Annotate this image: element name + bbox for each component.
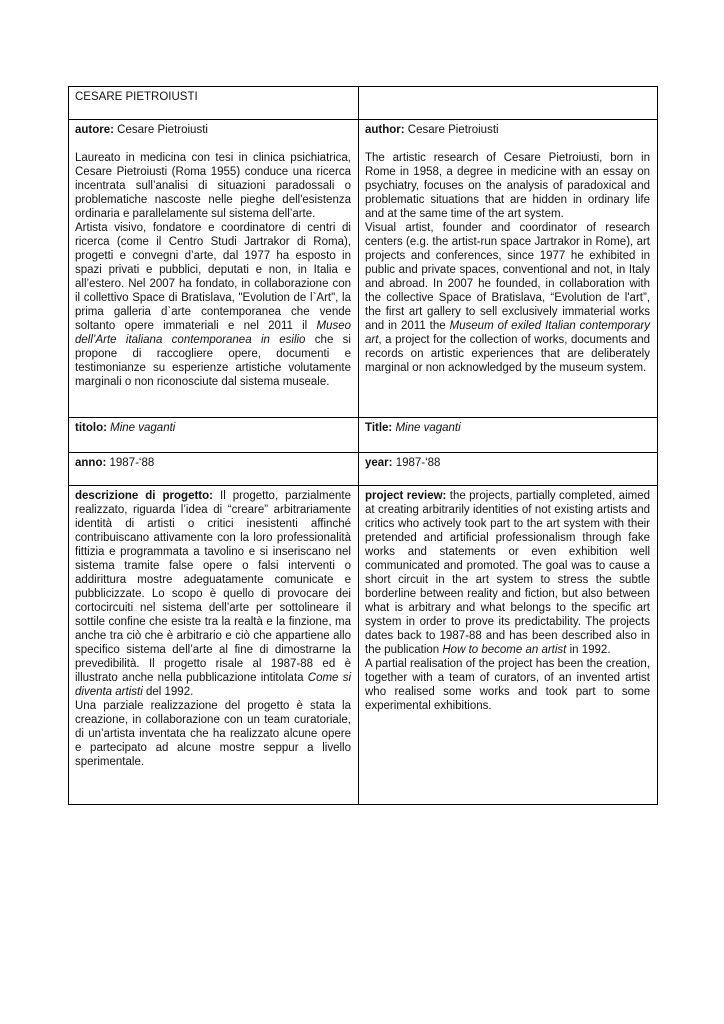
museum-title-en: Museum of exiled Italian contemporary art xyxy=(365,320,650,346)
description-paragraph-1-it xyxy=(75,489,351,699)
description-text-en-b: in 1992. xyxy=(566,644,611,656)
description-text-it-a: Il progetto, parzialmente realizzato, riguarda l’idea di “creare” arbitrariamente identità di artisti o critici inesistenti affinché contribuiscano attivamente con la loro professionalità fittizia e programmata a tavolino e si inseriscano nel sistema tramite false opere o falsi interventi o addirittura mostre adeguatamente comunicate e pubblicizzate. Lo scopo è quello di provocare dei cortocircuiti nel sistema dell’arte per sottolineare il sottile confine che esiste tra la realtà e la finzione, ma anche tra ciò che è arbitrario e ciò che appartiene allo specifico sistema dell’arte al fine di dimostrarne la prevedibilità. Il progetto risale al 1987-88 ed è illustrato anche nella pubblicazione intitolata xyxy=(75,490,351,684)
bio-text-en-a: Visual artist, founder and coordinator of research centers (e.g. the artist-run space Jartrakor in Rome), art projects and conferences, since 1977 he exhibited in public and private spaces, conventional and not, in Italy and abroad. In 2007 he founded, in collaboration with the collective Space of Bratislava, “Evolution de l'art”, the first art gallery to sell exclusively immaterial works and in 2011 the xyxy=(365,222,650,332)
year-row xyxy=(69,453,658,486)
description-text-it-b: del 1992. xyxy=(142,686,194,698)
year-english-cell xyxy=(359,453,658,486)
author-label-en: author: xyxy=(365,124,405,136)
header-row xyxy=(69,87,658,120)
description-row xyxy=(69,486,658,805)
description-label-en: project review: xyxy=(365,490,447,502)
bio-text-en-b: , a project for the collection of works, documents and records on artistic experiences that are deliberately marginal or non acknowledged by the museum system. xyxy=(365,334,650,374)
description-paragraph-2-en: A partial realisation of the project has been the creation, together with a team of curators, of an invented artist who realised some works and took part to some experimental exhibitions. xyxy=(365,658,650,712)
author-line-en xyxy=(365,123,650,137)
bio-paragraph-2-it xyxy=(75,221,351,389)
bilingual-info-table xyxy=(68,86,658,805)
description-label-it: descrizione di progetto: xyxy=(75,490,213,502)
author-line-it xyxy=(75,123,351,137)
author-value-en: Cesare Pietroiusti xyxy=(404,124,499,136)
description-paragraph-2-it: Una parziale realizzazione del progetto è stata la creazione, in collaborazione con un team curatoriale, di un’artista inventata che ha realizzato alcune opere e partecipato ad alcune mostre seppur a livello sperimentale. xyxy=(75,700,351,768)
publication-title-en: How to become an artist xyxy=(442,644,567,656)
bio-paragraph-1-it: Laureato in medicina con tesi in clinica psichiatrica, Cesare Pietroiusti (Roma 1955) conduce una ricerca incentrata sull’analisi di situazioni paradossali o problematiche nascoste nelle pieghe dell'esistenza ordinaria e parallelamente sul sistema dell’arte. xyxy=(75,152,351,220)
author-label-it: autore: xyxy=(75,124,114,136)
title-english-cell xyxy=(359,418,658,453)
description-text-en-a: the projects, partially completed, aimed at creating arbitrarily identities of not existing artists and critics who actively took part to the art system with their pretended and artificial professionalism through fake works and statements or even exhibition well communicated and promoted. The goal was to cause a short circuit in the art system to stress the subtle borderline between reality and fiction, but also between what is arbitrary and what belongs to the specific art system in order to prove its predictability. The projects dates back to 1987-88 and has been described also in the publication xyxy=(365,490,650,656)
bio-text-it-b: che si propone di raccogliere opere, documenti e testimonianze su esperienze artistiche volutamente marginali o non riconosciute dal sistema museale. xyxy=(75,334,351,388)
title-italian-cell xyxy=(69,418,359,453)
bio-italian-cell xyxy=(69,120,359,418)
museum-title-it: Museo dell’Arte italiana contemporanea in esilio xyxy=(75,320,351,346)
bio-text-it-a: Artista visivo, fondatore e coordinatore di centri di ricerca (come il Centro Studi Jartrakor di Roma), progetti e convegni d’arte, dal 1977 ha esposto in spazi privati e pubblici, deputati e non, in Italia e all’estero. Nel 2007 ha fondato, in collaborazione con il collettivo Space di Bratislava, "Evolution de l`Art", la prima galleria d`arte contemporanea che vende soltanto opere immateriali e nel 2011 il xyxy=(75,222,351,332)
bio-english-cell xyxy=(359,120,658,418)
year-italian-cell xyxy=(69,453,359,486)
artist-name-cell xyxy=(69,87,359,120)
author-value-it: Cesare Pietroiusti xyxy=(113,124,208,136)
title-label-en: Title: xyxy=(365,422,393,434)
artist-name: CESARE PIETROIUSTI xyxy=(75,91,198,103)
year-label-it: anno: xyxy=(75,457,107,469)
bio-paragraph-2-en xyxy=(365,221,650,375)
bio-row xyxy=(69,120,658,418)
title-value-en: Mine vaganti xyxy=(395,422,461,434)
description-paragraph-1-en xyxy=(365,489,650,657)
header-empty-cell xyxy=(359,87,658,120)
description-english-cell xyxy=(359,486,658,805)
title-value-it: Mine vaganti xyxy=(110,422,176,434)
bio-paragraph-1-en: The artistic research of Cesare Pietroiusti, born in Rome in 1958, a degree in medicine with an essay on psychiatry, focuses on the analysis of paradoxical and problematic situations that are hidden in ordinary life and at the same time of the art system. xyxy=(365,152,650,220)
title-label-it: titolo: xyxy=(75,422,107,434)
year-label-en: year: xyxy=(365,457,393,469)
year-value-en: 1987-‘88 xyxy=(392,457,441,469)
title-row xyxy=(69,418,658,453)
year-value-it: 1987-‘88 xyxy=(106,457,155,469)
description-italian-cell xyxy=(69,486,359,805)
publication-title-it: Come si diventa artisti xyxy=(75,672,351,698)
